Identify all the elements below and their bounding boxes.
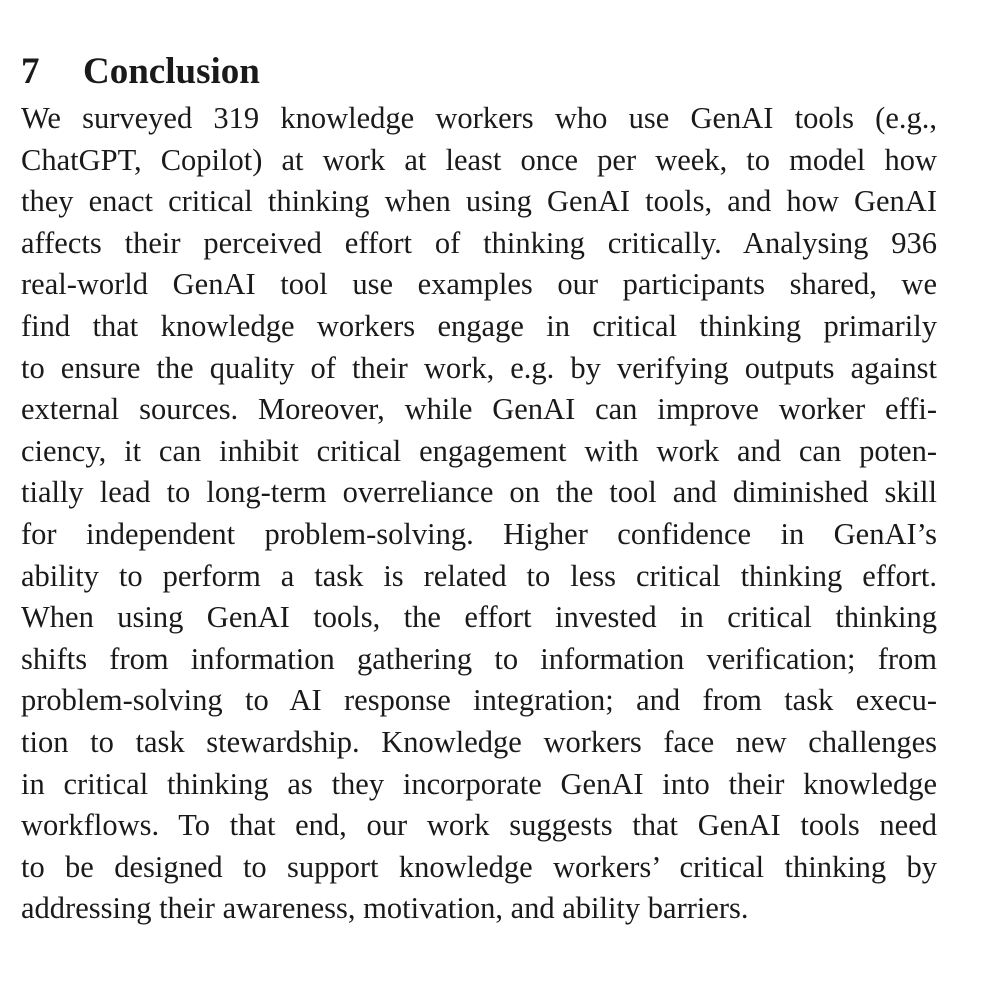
paragraph-line: We surveyed 319 knowledge workers who use GenAI tools (e.g.,	[21, 101, 937, 135]
conclusion-section	[21, 48, 937, 930]
paragraph-line: problem-solving to AI response integration; and from task execu-	[21, 683, 937, 718]
paragraph-line: external sources. Moreover, while GenAI can improve worker effi-	[21, 392, 937, 427]
section-number: 7	[21, 51, 40, 92]
paragraph-line: to be designed to support knowledge workers’ critical thinking by	[21, 849, 937, 884]
paragraph-line: affects their perceived effort of thinking critically. Analysing 936	[21, 225, 937, 260]
paragraph-line: real-world GenAI tool use examples our participants shared, we	[21, 267, 937, 302]
paragraph-line: ability to perform a task is related to less critical thinking effort.	[21, 558, 937, 593]
paragraph-line: tion to task stewardship. Knowledge workers face new challenges	[21, 724, 937, 759]
conclusion-paragraph	[21, 98, 937, 930]
section-heading	[21, 48, 937, 96]
paragraph-line: for independent problem-solving. Higher confidence in GenAI’s	[21, 516, 937, 551]
paragraph-line: in critical thinking as they incorporate GenAI into their knowledge	[21, 766, 937, 801]
paragraph-line: When using GenAI tools, the effort invested in critical thinking	[21, 600, 937, 635]
section-title: Conclusion	[83, 51, 260, 92]
paragraph-line: addressing their awareness, motivation, and ability barriers.	[21, 891, 749, 926]
paragraph-line: tially lead to long-term overreliance on the tool and diminished skill	[21, 475, 937, 510]
paragraph-line: shifts from information gathering to information verification; from	[21, 641, 937, 676]
paragraph-line: to ensure the quality of their work, e.g. by verifying outputs against	[21, 350, 937, 385]
paragraph-line: ChatGPT, Copilot) at work at least once per week, to model how	[21, 142, 937, 177]
paragraph-line: find that knowledge workers engage in critical thinking primarily	[21, 308, 937, 343]
paragraph-line: workflows. To that end, our work suggests that GenAI tools need	[21, 808, 937, 843]
paragraph-line: they enact critical thinking when using GenAI tools, and how GenAI	[21, 184, 937, 219]
paragraph-line: ciency, it can inhibit critical engagement with work and can poten-	[21, 433, 937, 468]
